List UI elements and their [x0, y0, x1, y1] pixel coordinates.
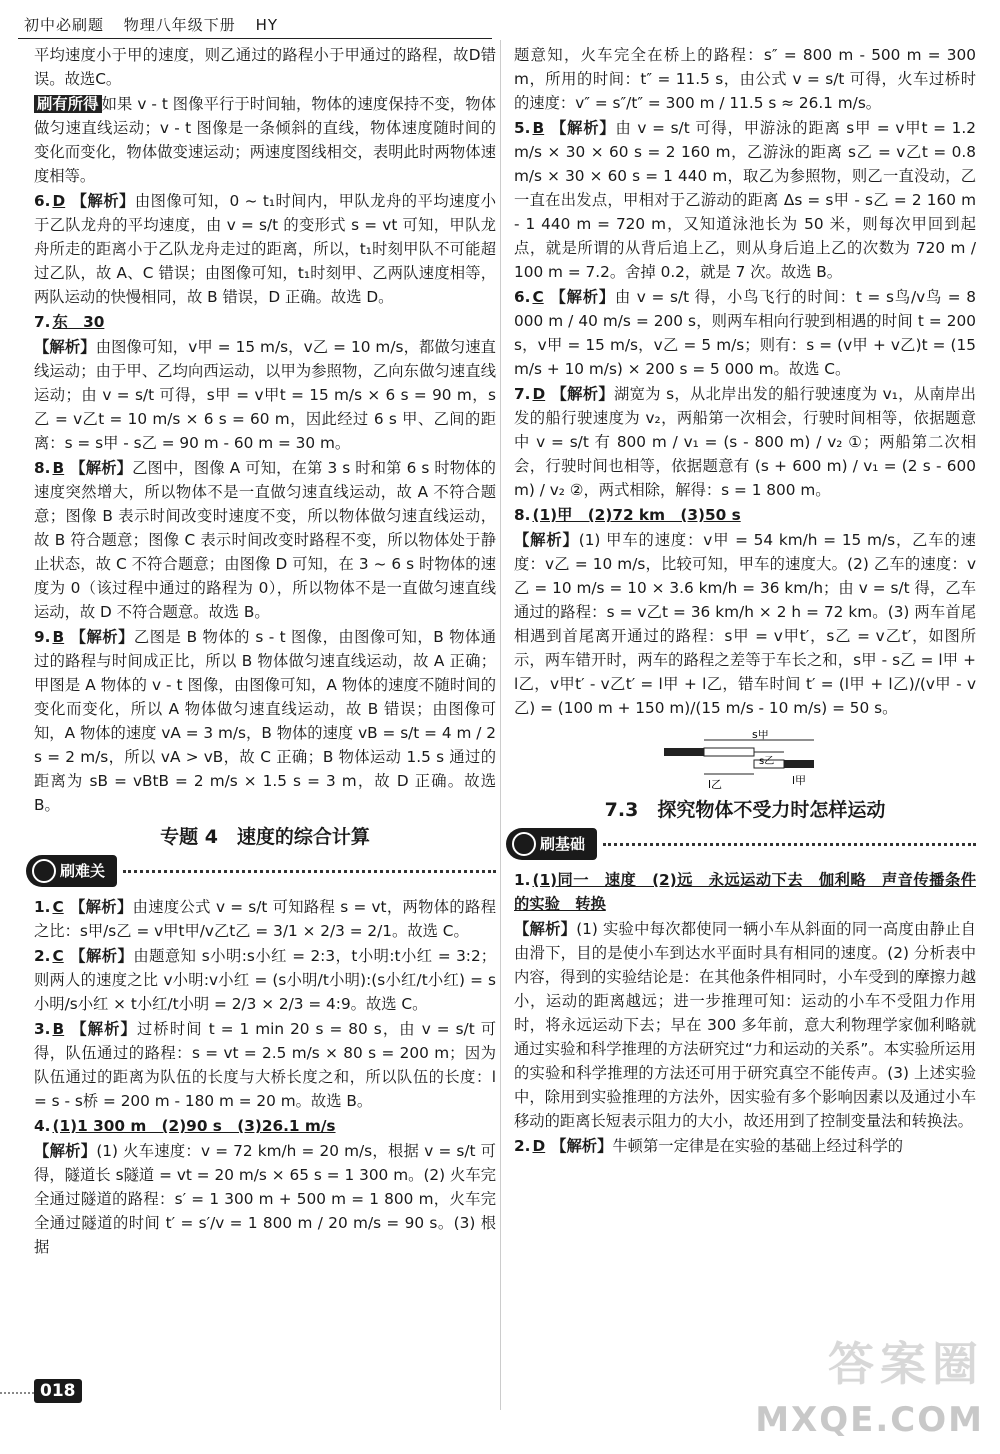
- answer-choice: 东 30: [52, 313, 105, 331]
- section-4-badge: [26, 855, 496, 887]
- analysis-tag: 【解析】: [69, 947, 134, 965]
- right-column: [514, 42, 976, 1159]
- explanation-text: 湖宽为 s，从北岸出发的船行驶速度为 v₁，从南岸出发的船行驶速度为 v₂，两船第一次相会，行驶时间相等，依据题意中 v = s/t 有 800 m / v₁ = (s - 800 m) / v₂ ①；两船第二次相会，行驶时间也相等，依据题意有 (s + 600 m) / v₁ = (2 s - 600 m) / v₂ ②，两式相除，解得：s = 1 800 m。: [514, 385, 976, 499]
- analysis-tag: 【解析】: [34, 1142, 97, 1160]
- label-s-yi: s乙: [759, 756, 775, 767]
- left-answers-2: [34, 895, 496, 1259]
- running-header: [24, 14, 292, 35]
- answer-choice: B: [52, 459, 65, 477]
- label-l-yi: l乙: [708, 778, 723, 790]
- question-number: 4.: [34, 1117, 51, 1135]
- explanation-text: 由速度公式 v = s/t 可知路程 s = vt，两物体的路程之比：s甲/s乙 = v甲t甲/v乙t乙 = 3/1 × 2/3 = 2/1。故选 C。: [34, 898, 496, 940]
- summary-box: 刷有所得: [34, 95, 102, 113]
- analysis-tag: 【解析】: [70, 459, 133, 477]
- question-number: 3.: [34, 1020, 51, 1038]
- answer-choice: B: [52, 628, 65, 646]
- answer-paragraph: [514, 503, 976, 527]
- header-subject: 物理八年级下册: [123, 16, 236, 34]
- answer-paragraph: [514, 1134, 976, 1158]
- answer-choice: (1)甲 (2)72 km (3)50 s: [532, 506, 741, 524]
- answer-paragraph: [514, 285, 976, 381]
- answer-paragraph: [514, 43, 976, 115]
- explanation-text: 由图像可知，0 ~ t₁时间内，甲队龙舟的平均速度小于乙队龙舟的平均速度，由 v = s/t 的变形式 s = vt 可知，甲队龙舟所走的距离小于乙队龙舟走过的距离，所以，t₁时刻甲队不可能超过乙队，故 A、C 错误；由图像可知，t₁时刻甲、乙两队速度相等，两队运动的快慢相同，故 B 错误，D 正确。故选 D。: [34, 192, 496, 306]
- question-number: 9.: [34, 628, 51, 646]
- answer-paragraph: [34, 1114, 496, 1138]
- question-number: 1.: [514, 871, 531, 889]
- badge-dots: [603, 843, 976, 846]
- question-number: 8.: [514, 506, 531, 524]
- explanation-text: 平均速度小于甲的速度，则乙通过的路程小于甲通过的路程，故D错误。故选C。: [34, 46, 496, 88]
- explanation-text: 如果 v - t 图像平行于时间轴，物体的速度保持不变，物体做匀速直线运动；v - t 图像是一条倾斜的直线，物体速度随时间的变化而变化，物体做变速运动；两速度图线相交，表明此时两物体速度相等。: [34, 95, 496, 185]
- section-7-3-title: 7.3 探究物体不受力时怎样运动: [604, 799, 886, 821]
- badge-label: 刷难关: [26, 855, 117, 887]
- explanation-text: 乙图是 B 物体的 s - t 图像，由图像可知，B 物体通过的路程与时间成正比，所以 B 物体做匀速直线运动，故 A 正确；甲图是 A 物体的 v - t 图像，由图像可知，A 物体的速度不随时间的变化而变化，所以 A 物体做匀速直线运动，故 B 错误；由图像可知，A 物体的速度 vA = 3 m/s，B 物体的速度 vB = s/t = 4 m / 2 s = 2 m/s，所以 vA > vB，故 C 正确；B 物体运动 1.5 s 通过的距离为 sB = vBtB = 2 m/s × 1.5 s = 3 m，故 D 正确。故选 B。: [34, 628, 496, 814]
- header-edition: HY: [255, 16, 279, 34]
- section-4-title: 专题 4 速度的综合计算: [160, 826, 370, 848]
- watermark-url: MXQE.COM: [755, 1400, 984, 1440]
- badge-label: 刷基础: [506, 828, 597, 860]
- question-number: 1.: [34, 898, 51, 916]
- header-book: 初中必刷题: [24, 16, 105, 34]
- answer-paragraph: [34, 895, 496, 943]
- explanation-text: 由 v = s/t 可得，甲游泳的距离 s甲 = v甲t = 1.2 m/s × 30 × 60 s = 2 160 m，乙游泳的距离 s乙 = v乙t = 0.8 m/s × 30 × 60 s = 1 440 m，取乙为参照物，则乙一直没动，乙一直在出发点，甲相对于乙游动的距离 Δs = s甲 - s乙 = 2 160 m - 1 440 m = 720 m，又知道泳池长为 50 米，则每次甲回到起点，就是所谓的从背后追上乙，则从身后追上乙的次数为 720 m / 100 m = 7.2。舍掉 0.2，就是 7 次。故选 B。: [514, 119, 976, 281]
- analysis-tag: 【解析】: [514, 920, 577, 938]
- explanation-text: 由 v = s/t 得，小鸟飞行的时间：t = s鸟/v鸟 = 8 000 m / 40 m/s = 200 s，则两车相向行驶到相遇的时间 t = 200 s，v甲 = 15 m/s，v乙 = 5 m/s；则有：s = (v甲 + v乙)t = (15 m/s + 10 m/s) × 200 s = 5 000 m。故选 C。: [514, 288, 976, 378]
- badge-dots: [123, 870, 496, 873]
- answer-paragraph: [514, 868, 976, 916]
- answer-choice: (1)1 300 m (2)90 s (3)26.1 m/s: [52, 1117, 336, 1135]
- answer-paragraph: [514, 116, 976, 284]
- answer-paragraph: [34, 1017, 496, 1113]
- analysis-tag: 【解析】: [550, 119, 616, 137]
- question-number: 7.: [514, 385, 531, 403]
- question-number: 7.: [34, 313, 51, 331]
- answer-choice: B: [532, 119, 545, 137]
- section-7-3-badge: [506, 828, 976, 860]
- analysis-tag: 【解析】: [549, 288, 615, 306]
- answer-paragraph: [34, 189, 496, 309]
- explanation-text: 过桥时间 t = 1 min 20 s = 80 s，由 v = s/t 可得，队伍通过的路程：s = vt = 2.5 m/s × 80 s = 200 m；因为队伍通过的距离为队伍的长度与大桥长度之和，所以队伍的长度：l = s - s桥 = 200 m - 180 m = 20 m。故选 B。: [34, 1020, 496, 1110]
- header-rule: [18, 38, 492, 39]
- question-number: 6.: [514, 288, 531, 306]
- explanation-text: 牛顿第一定律是在实验的基础上经过科学的: [612, 1137, 904, 1155]
- answer-paragraph: [514, 528, 976, 720]
- right-answers: [514, 43, 976, 720]
- answer-choice: (1)同一 速度 (2)远 永远运动下去 伽利略 声音传播条件的实验 转换: [514, 871, 976, 913]
- left-column: [34, 42, 496, 1260]
- explanation-text: (1) 甲车的速度：v甲 = 54 km/h = 15 m/s，乙车的速度：v乙 = 10 m/s，比较可知，甲车的速度大。(2) 乙车的速度：v乙 = 10 m/s = 10 × 3.6 km/h = 36 km/h；由 v = s/t 得，乙车通过的路程：s = v乙t = 36 km/h × 2 h = 72 km。(3) 两车首尾相遇到首尾离开通过的路程：s甲 = v甲t′，s乙 = v乙t′，如图所示，两车错开时，两车的路程之差等于车长之和，s甲 - s乙 = l甲 + l乙，v甲t′ - v乙t′ = l甲 + l乙，错车时间 t′ = (l甲 + l乙)/(v甲 - v乙) = (100 m + 150 m)/(15 m/s - 10 m/s) = 50 s。: [514, 531, 976, 717]
- question-number: 2.: [514, 1137, 531, 1155]
- answer-choice: C: [532, 288, 544, 306]
- explanation-text: 由图像可知，v甲 = 15 m/s，v乙 = 10 m/s，都做匀速直线运动；由于甲、乙均向西运动，以甲为参照物，乙向东做匀速直线运动；由 v = s/t 可得，s甲 = v甲t = 15 m/s × 6 s = 90 m，s乙 = v乙t = 10 m/s × 6 s = 60 m，因此经过 6 s 甲、乙间的距离：s = s甲 - s乙 = 90 m - 60 m = 30 m。: [34, 338, 496, 452]
- car-passing-diagram: [664, 730, 834, 790]
- answer-paragraph: [514, 917, 976, 1133]
- answer-choice: D: [532, 385, 546, 403]
- column-divider: [500, 40, 501, 1410]
- right-answers-2: [514, 868, 976, 1158]
- analysis-tag: 【解析】: [70, 628, 134, 646]
- answer-paragraph: [34, 43, 496, 91]
- analysis-tag: 【解析】: [551, 385, 614, 403]
- question-number: 2.: [34, 947, 51, 965]
- analysis-tag: 【解析】: [71, 192, 135, 210]
- question-number: 8.: [34, 459, 51, 477]
- analysis-tag: 【解析】: [70, 1020, 137, 1038]
- answer-paragraph: [34, 944, 496, 1016]
- car-diagram-svg: [664, 730, 834, 790]
- answer-paragraph: [34, 1139, 496, 1259]
- analysis-tag: 【解析】: [551, 1137, 613, 1155]
- analysis-tag: 【解析】: [69, 898, 133, 916]
- answer-paragraph: [34, 625, 496, 817]
- footer-dots: [0, 1392, 34, 1394]
- watermark-top: 答案圈: [828, 1337, 984, 1391]
- explanation-text: 题意知，火车完全在桥上的路程：s″ = 800 m - 500 m = 300 m，所用的时间：t″ = 11.5 s，由公式 v = s/t 可得，火车过桥时的速度：v″ = s″/t″ = 300 m / 11.5 s ≈ 26.1 m/s。: [514, 46, 976, 112]
- analysis-tag: 【解析】: [514, 531, 579, 549]
- question-number: 5.: [514, 119, 531, 137]
- answer-choice: C: [52, 898, 64, 916]
- answer-choice: B: [52, 1020, 65, 1038]
- question-number: 6.: [34, 192, 51, 210]
- explanation-text: 乙图中，图像 A 可知，在第 3 s 时和第 6 s 时物体的速度突然增大，所以物体不是一直做匀速直线运动，故 A 不符合题意；图像 B 表示时间改变时速度不变，所以物体做匀速直线运动，故 B 符合题意；图像 C 表示时间改变时路程不变，所以物体处于静止状态，故 C 不符合题意；由图像 D 可知，在 3 ~ 6 s 时物体的速度为 0（该过程中通过的路程为 0），所以物体不是一直做匀速直线运动，故 D 不符合题意。故选 B。: [34, 459, 496, 621]
- answer-paragraph: [34, 310, 496, 334]
- answer-choice: D: [52, 192, 66, 210]
- answer-paragraph: [514, 382, 976, 502]
- answer-choice: D: [532, 1137, 546, 1155]
- answer-paragraph: [34, 335, 496, 455]
- analysis-tag: 【解析】: [34, 338, 96, 356]
- explanation-text: 由题意知 s小明:s小红 = 2:3，t小明:t小红 = 3:2；则两人的速度之比 v小明:v小红 = (s小明/t小明):(s小红/t小红) = s小明/s小红 × t小红/t小明 = 2/3 × 2/3 = 4:9。故选 C。: [34, 947, 496, 1013]
- label-l-jia: l甲: [792, 774, 807, 787]
- explanation-text: (1) 实验中每次都使同一辆小车从斜面的同一高度由静止自由滑下，目的是使小车到达水平面时具有相同的速度。(2) 分析表中内容，得到的实验结论是：在其他条件相同时，小车受到的摩擦力越小，运动的距离越远；进一步推理可知：运动的小车不受阻力作用时，将永远运动下去；早在 300 多年前，意大利物理学家伽利略就通过实验和科学推理的方法研究过“力和运动的关系”。本实验所运用的实验和科学推理的方法还可用于研究真空不能传声。(3) 上述实验中，除用到实验推理的方法外，因实验有多个影响因素以及通过小车移动的距离长短表示阻力的大小，故还用到了控制变量法和转换法。: [514, 920, 976, 1130]
- label-s-jia: s甲: [752, 730, 769, 741]
- answer-choice: C: [52, 947, 64, 965]
- left-answers: [34, 43, 496, 817]
- explanation-text: (1) 火车速度：v = 72 km/h = 20 m/s，根据 v = s/t 可得，隧道长 s隧道 = vt = 20 m/s × 65 s = 1 300 m。(2) 火车完全通过隧道的路程：s′ = 1 300 m + 500 m = 1 800 m，火车完全通过隧道的时间 t′ = s′/v = 1 800 m / 20 m/s = 90 s。(3) 根据: [34, 1142, 496, 1256]
- page-number: 018: [34, 1379, 82, 1403]
- answer-paragraph: [34, 92, 496, 188]
- answer-paragraph: [34, 456, 496, 624]
